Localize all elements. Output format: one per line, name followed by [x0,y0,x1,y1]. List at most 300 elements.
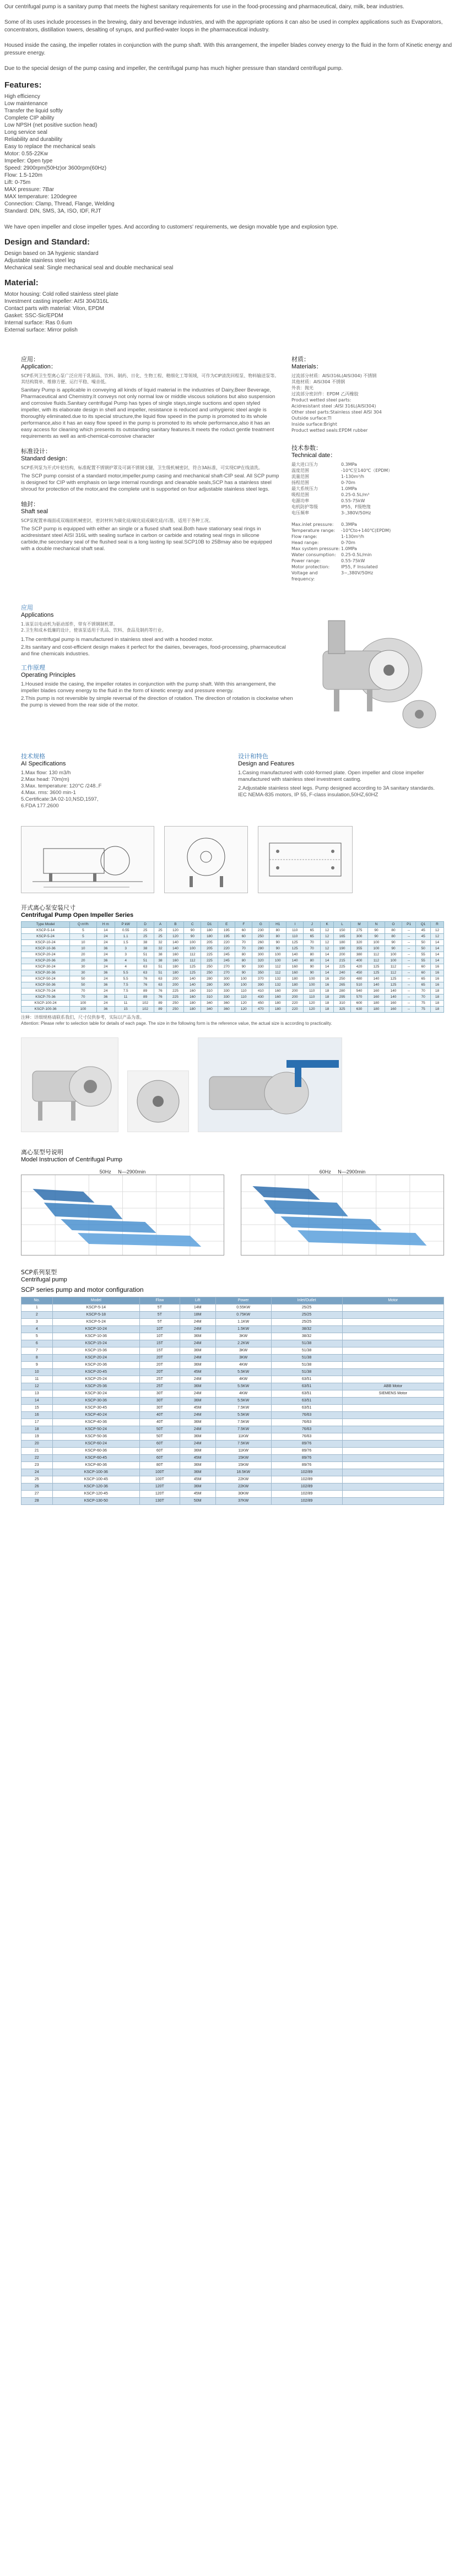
table-cell: 65 [304,934,321,940]
table-cell: 14 [430,940,444,946]
table-cell: 140 [167,946,184,952]
table-cell: -- [402,934,415,940]
tech-cn-heading: 技术参数： [291,444,322,452]
tech-cn-row-cell: 3-,380V/50Hz [340,510,371,515]
table-cell: KSCP-20-36 [21,958,70,964]
spec-item: 4.Max. rms: 3600 min-1 [21,790,76,796]
table-cell: 15T [140,1340,180,1347]
table-cell: 18M [180,1312,215,1319]
table1-cn-title: 开式离心泵安装尺寸 [21,904,75,911]
table-cell: 19 [21,1433,53,1441]
table-cell: 24 [96,940,115,946]
table-cell: 36M [180,1462,215,1469]
table-cell: 250 [252,934,269,940]
table-cell: 450 [252,1001,269,1007]
table-cell: 18 [321,994,334,1001]
table-cell: 295 [334,994,351,1001]
table-cell: 36M [180,1398,215,1405]
table-cell [342,1305,444,1312]
material-item: Contact parts with material: Viton, EPDM [4,306,104,312]
table-cell: 140 [167,940,184,946]
table-cell: -- [402,964,415,970]
material-item: Gasket: SSC-Sic/EPDM [4,313,63,319]
tech-cn-row-cell: 最大系统压力 [291,486,318,491]
table-cell: 38 [137,940,154,946]
table-cell: 300 [218,982,235,988]
table-cell: 15 [115,1007,137,1013]
table-cell: 600 [351,1001,368,1007]
table-cell: 30T [140,1398,180,1405]
apps-cn-item: 2.卫生和成本低廉的设计，使该泵适用于乳品、饮料、食品及制药等行业。 [21,628,166,633]
table-cell: 60 [235,928,252,934]
configuration-row [21,1476,444,1483]
dimension-row [21,940,444,946]
table-cell: 63/51 [271,1383,342,1390]
tech-cn-row [291,461,444,468]
table-cell: 100 [385,952,402,958]
table-cell: 11 [115,994,137,1001]
tech-en-row [291,564,444,570]
table-cell: 36M [180,1469,215,1476]
table-cell: 20 [21,1441,53,1448]
table-cell: 18 [321,1007,334,1013]
table-cell: 51/38 [271,1355,342,1362]
table-cell: 24M [180,1441,215,1448]
table-cell: 89/76 [271,1448,342,1455]
table-cell [342,1362,444,1369]
table-cell: 1.5KW [215,1326,271,1333]
std-en-heading: Standard design： [21,455,72,462]
table-cell: 7.5 [115,988,137,994]
table-cell: 76/63 [271,1412,342,1419]
impeller-illustration [128,1071,188,1132]
table-cell: 360 [218,1007,235,1013]
table-cell: 140 [385,994,402,1001]
table-header-cell: Flow [140,1297,180,1305]
table-cell: 4KW [215,1376,271,1383]
table-cell: 80 [385,928,402,934]
table-cell [342,1455,444,1462]
table-cell: 80 [235,952,252,958]
table-cell: 120 [167,934,184,940]
table-cell: KSCP-120-36 [52,1483,140,1491]
table-cell: 24 [96,988,115,994]
table-cell: 310 [201,988,218,994]
tech-cn-row [291,510,444,516]
feature-item: Flow: 1.5-120m [4,172,42,178]
table-cell: 36 [96,982,115,988]
table-cell: 160 [184,994,201,1001]
table-cell: 570 [351,994,368,1001]
table2-en-title: Centrifugal pump [21,1276,67,1283]
chart-60hz-speed: N—2900min [338,1169,366,1175]
table-header-cell: D1 [201,922,218,928]
tech-en-row [291,570,444,582]
table-header-cell: R [430,922,444,928]
table-cell: 16 [321,982,334,988]
table-cell: 25/25 [271,1305,342,1312]
table-cell: 220 [218,946,235,952]
table-cell: 80 [235,958,252,964]
table-header-cell: F [235,922,252,928]
table-cell: 310 [201,994,218,1001]
material-item: External surface: Mirror polish [4,327,78,333]
table-cell: KSCP-10-24 [52,1326,140,1333]
table-cell: 480 [351,976,368,982]
table-cell: 180 [286,976,304,982]
table-cell: 110 [235,994,252,1001]
table-cell: 24M [180,1390,215,1398]
table-cell: 80 [269,928,286,934]
table-header-cell: Motor [342,1297,444,1305]
tech-cn-row-cell: 0.25-0.5L/m³ [340,492,370,497]
table-cell: KSCP-15-24 [52,1340,140,1347]
feature-item: Reliability and durability [4,137,63,143]
table-cell [342,1347,444,1355]
table-cell: 370 [252,976,269,982]
spec-item: 5.Certificate:3A 02-10,NSD,1597, [21,796,99,802]
table-cell: KSCP-5-14 [21,928,70,934]
table-cell: 7.5KW [215,1426,271,1433]
table-cell: 180 [167,970,184,976]
table-cell: 24M [180,1412,215,1419]
pump-photo-left [21,1037,118,1132]
table-cell: KSCP-25-24 [52,1376,140,1383]
table-cell: 28 [21,1498,53,1505]
configuration-row [21,1455,444,1462]
table-cell: 38/32 [271,1333,342,1340]
table-cell: 63/51 [271,1390,342,1398]
table-cell [342,1340,444,1347]
principles-cn-heading: 工作原理 [21,664,45,671]
table-cell: 5 [21,1333,53,1340]
application-en-text: Sanitary Pump is applicable in conveying all kinds of liquid material in the industries of Dairy,Beer Beverage, Pharmaceutical and Chemistry.It conveys not only normal low or middle viscous solutions but also suspension and corrosive fluids.Sanitary centrifugal Pump has types of single stays,single suctions and open styled impeller, with its elaborate design in shell and impeller, resistance is reduced and unhygienic steel angle is thoroughly eliminated.due to its special structure,the liquid flow speed in the pump is promoted to its whole performance,also it has an easy flow speed in the pump is promoted to its whole performance,also it has an easy access for cleaning which presents its outstanding sanitary features.It meets the roduct gentle treatment requirements as well as anti-chemical-corrosive character [21,387,275,439]
table-cell: KSCP-100-45 [52,1476,140,1483]
tech-cn-row [291,480,444,486]
configuration-row [21,1462,444,1469]
table-cell: -- [402,994,415,1001]
spec-item: 1.Max flow: 130 m3/h [21,770,71,776]
table-cell: 150 [334,928,351,934]
intro-paragraph: Some of its uses include processes in the brewing, dairy and beverage industries, and with the appropriate options it can also be used in complex applications such as Evaporators, concentrators, distillation towers, desalting of syrups, and purified-water loops in the pharmaceutical industry. [4,19,443,33]
spec-item: 2.Max head: 70m(m) [21,776,69,782]
table-cell: 125 [385,982,402,988]
table-cell: 5T [140,1305,180,1312]
table-cell: 4 [115,964,137,970]
table-cell: 280 [201,982,218,988]
table-cell: 100 [304,976,321,982]
table-cell: 18 [430,994,444,1001]
table-cell: 16 [430,976,444,982]
table-cell: 220 [286,1007,304,1013]
table-cell: 25/25 [271,1319,342,1326]
table-cell: KSCP-20-24 [52,1355,140,1362]
std-en-text: The SCP pump consist of a standard motor,impeller,pump casing and mechanical shaft-CIP seal. All SCP pump is designed for CIP with emphasis on large internal roundings and cleanable seals,SCP has a stainless steel shroud for protection of the motor,and the complete unit is supported on four adjustable stainless steel legs. [21,473,279,492]
table-cell: 5.5KW [215,1383,271,1390]
table-cell: KSCP-10-36 [21,946,70,952]
table-cell: 60T [140,1455,180,1462]
configuration-row [21,1355,444,1362]
table-cell: 36 [96,970,115,976]
table-cell: 90 [269,940,286,946]
performance-chart-50hz [21,1175,224,1256]
spec-item: 6.FDA 177.2600 [21,803,59,809]
table-cell: 76/63 [271,1433,342,1441]
table-cell: 10T [140,1326,180,1333]
intro-section [4,3,461,73]
table-cell: 36 [96,994,115,1001]
table-cell: 0.55KW [215,1305,271,1312]
apps-en-item: 2.Its sanitary and cost-efficient design makes it perfect for the dairies, beverages, food-processing, pharmaceutical and fine chemicals industries. [21,644,286,657]
table-cell: 1 [21,1305,53,1312]
tech-cn-row-cell: 电源功率 [291,498,309,503]
table-header-cell: P kW [115,922,137,928]
chart-50hz [21,1169,224,1256]
table-cell: 14 [321,970,334,976]
tech-en-row [291,534,444,540]
table-cell: 90 [304,964,321,970]
table-cell: 24 [96,952,115,958]
table-cell: 100 [235,982,252,988]
table-cell: 125 [385,976,402,982]
table-cell: KSCP-40-36 [52,1419,140,1426]
table-header-cell: Q m³/h [70,922,97,928]
table-cell: 5T [140,1319,180,1326]
table-cell: -- [402,970,415,976]
dimension-row [21,946,444,952]
table-cell: 36M [180,1333,215,1340]
table-cell: 12 [321,946,334,952]
table-cell: 76 [137,982,154,988]
table-cell: 80 [304,952,321,958]
table-cell: 7 [21,1347,53,1355]
table-cell: 180 [201,928,218,934]
table-cell: 24 [96,976,115,982]
table-cell: 205 [201,940,218,946]
table-cell: 60 [235,934,252,940]
configuration-row [21,1448,444,1455]
materials-line: 过流部分密封件：EPDM 乙丙橡胶 [291,392,359,396]
tech-cn-row [291,474,444,480]
feature-item: Low maintenance [4,101,48,107]
table-cell: 12 [321,940,334,946]
model-chart-en-title: Model Instruction of Centrifugal Pump [21,1156,123,1163]
tech-en-row [291,552,444,558]
tech-en-row [291,546,444,552]
table-header-cell: Power [215,1297,271,1305]
table-cell: 10 [70,946,97,952]
table-cell: 160 [269,994,286,1001]
table-cell: -- [402,1007,415,1013]
feature-item: Lift: 0-75m [4,180,31,186]
table-cell: 140 [286,958,304,964]
table-cell: 14 [321,958,334,964]
table-cell: 180 [184,1001,201,1007]
table-cell: 360 [218,1001,235,1007]
configuration-row [21,1469,444,1476]
configuration-row [21,1483,444,1491]
table-cell: 102/89 [271,1469,342,1476]
table-cell: 24 [96,964,115,970]
table-cell: 15KW [215,1455,271,1462]
table-cell: 340 [201,1001,218,1007]
table-cell: 190 [334,946,351,952]
dimension-row [21,1007,444,1013]
table-cell: 140 [368,976,385,982]
table-cell: 36M [180,1383,215,1390]
configuration-row [21,1498,444,1505]
design-feature-item: 2.Adjustable stainless steel legs. Pump designed according to 3A sanitary standards. IEC NEMA-835 motors, IP 55, F-class insulation,50HZ,60HZ [238,785,435,798]
specs-en-heading: AI Specifications [21,760,66,767]
table-cell: 63 [154,976,167,982]
table-cell: 100 [368,946,385,952]
table-cell: 7.5KW [215,1441,271,1448]
table-cell: 11 [115,1001,137,1007]
table-cell: 18 [321,988,334,994]
table-cell: 70 [304,946,321,952]
table-cell: 350 [252,970,269,976]
table-cell: 51 [137,958,154,964]
tech-cn-row [291,492,444,498]
materials-line: Product wetted seals:EPDM rubber [291,428,368,433]
table1-en-title: Centrifugal Pump Open Impeller Series [21,912,134,919]
dimension-drawing-side [164,826,248,893]
table-cell: 125 [368,970,385,976]
chart-50hz-speed: N—2900min [118,1169,146,1175]
table-cell: 22KW [215,1483,271,1491]
table-cell: 32 [154,946,167,952]
table-cell: 160 [286,970,304,976]
table-cell: 100 [304,982,321,988]
table-cell: 63 [137,970,154,976]
table-cell [342,1498,444,1505]
table-cell: 270 [218,970,235,976]
table-cell: 76/63 [271,1426,342,1433]
table-cell: KSCP-100-36 [52,1469,140,1476]
table-cell: 132 [269,976,286,982]
table-cell: 30 [70,970,97,976]
table-cell [342,1448,444,1455]
tech-en-row-cell: Max.inlet pressure: [291,522,334,527]
tech-en-row-cell: -10℃to+140℃(EPDM) [340,528,391,533]
feature-item: Impeller: Open type [4,158,53,164]
table-cell: 250 [201,970,218,976]
chart-60hz-label [241,1169,444,1175]
table-cell: 3 [115,952,137,958]
table-header-cell: K [321,922,334,928]
table-cell: 89 [137,988,154,994]
table-cell: KSCP-50-24 [52,1426,140,1433]
table-cell [342,1441,444,1448]
table-cell [342,1405,444,1412]
table-cell: 16 [430,970,444,976]
table-cell: 112 [368,952,385,958]
table-cell: 65 [416,982,431,988]
table-cell: 25T [140,1376,180,1383]
table-cell: -- [402,928,415,934]
table-cell: 140 [385,988,402,994]
table-cell: 110 [304,988,321,994]
table-cell: 250 [167,1001,184,1007]
table-cell: 75 [416,1007,431,1013]
design-features-cn-heading: 设计和特色 [238,753,268,760]
table-cell: 12 [430,934,444,940]
feature-item: High efficiency [4,94,40,100]
configuration-row [21,1376,444,1383]
table-cell: 24M [180,1426,215,1433]
tech-en-row-cell: Voltage and frequency: [291,570,318,581]
materials-line: Product wetted steel parts: [291,398,352,403]
table-cell [342,1469,444,1476]
table2-cn-title: SCP系列泵型 [21,1269,57,1276]
table-cell: 112 [184,958,201,964]
table-cell: KSCP-70-24 [21,988,70,994]
configuration-row [21,1326,444,1333]
configuration-row [21,1319,444,1326]
shaft-en-text: The SCP pump is equipped with either an single or a flused shaft seal.Both have stationary seal rings in acidresistant steel AISI 316L with sealing surface in carbon or carbide and rotating seal rings in silicone carbide,the secondary seal of the flushed seal is a long lasting lip seal.SCP10B to 25Bmay also be equipped with a double mechanical shaft seal. [21,526,272,552]
table-cell [342,1312,444,1319]
table-cell: 100 [70,1007,97,1013]
table-cell: 4 [115,958,137,964]
table-cell: 10T [140,1333,180,1340]
table-cell: 24 [21,1469,53,1476]
tech-cn-row-cell: IP55，F级绝缘 [340,504,371,509]
table-cell: 16 [21,1412,53,1419]
table-cell [342,1398,444,1405]
table-cell: 540 [351,988,368,994]
table-cell: 3KW [215,1347,271,1355]
table-cell: 45M [180,1405,215,1412]
table-cell: 100 [269,958,286,964]
table-cell: 160 [368,988,385,994]
tech-en-row-cell: Temperature range: [291,528,336,533]
table-header-cell: A [154,922,167,928]
table-cell: 390 [252,982,269,988]
table-cell: KSCP-30-24 [52,1390,140,1398]
table-header-cell: B [167,922,184,928]
table-cell: 20 [70,958,97,964]
table-cell: 24M [180,1319,215,1326]
table-cell: 12 [321,928,334,934]
chart-60hz [241,1169,444,1256]
table-cell: 180 [269,1001,286,1007]
table-cell: 100T [140,1476,180,1483]
table-cell: 300 [218,976,235,982]
table-cell: 260 [252,940,269,946]
table-cell: 30 [70,964,97,970]
table-cell: 180 [201,934,218,940]
table-cell: 330 [218,994,235,1001]
table-cell: 120T [140,1491,180,1498]
table-cell: 5.5KW [215,1412,271,1419]
table-cell: 24 [96,934,115,940]
table-cell: 17 [21,1419,53,1426]
table-cell: 45 [416,928,431,934]
table-cell: 3 [115,946,137,952]
table-cell: 7.5KW [215,1419,271,1426]
table-cell: 21 [21,1448,53,1455]
material-item: Internal surface: Ras 0.6um [4,320,72,326]
dimension-table [21,921,444,1013]
table-cell: 400 [351,958,368,964]
table-cell: 60T [140,1448,180,1455]
table-cell: 36 [96,958,115,964]
table-header-cell: Inlet/Outlet [271,1297,342,1305]
table-cell: 45M [180,1491,215,1498]
table-cell: KSCP-60-36 [52,1448,140,1455]
table-cell: 20 [70,952,97,958]
table-cell: 22 [21,1455,53,1462]
